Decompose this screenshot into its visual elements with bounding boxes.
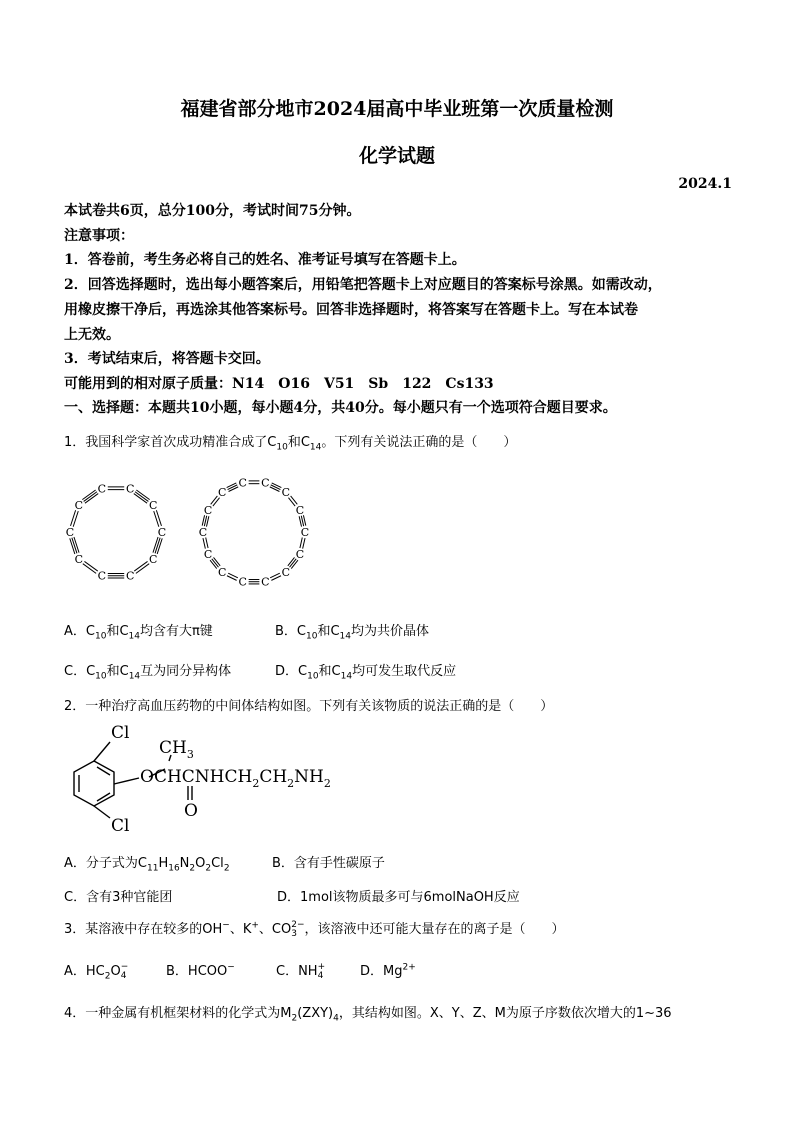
bond-line (136, 490, 149, 500)
bond-line (155, 538, 160, 554)
carbon-atom-label: C (261, 575, 270, 589)
side-chain: $OCHCNHCH_2CH_2NH_2$ (140, 767, 331, 790)
bond-line (72, 538, 77, 554)
question-3-option-d[interactable]: D．$Mg^{2+}$ (360, 962, 416, 979)
carbon-atom-label: C (65, 526, 75, 539)
carbon-atom-label: C (149, 498, 158, 512)
question-3-option-a[interactable]: A．$HC_2O$ − 4 (64, 961, 129, 982)
carbon-atom-label: C (203, 503, 213, 517)
c10-ring (66, 482, 166, 582)
question-2-stem: 2．一种治疗高血压药物的中间体结构如图。下列有关该物质的说法正确的是（ ） (64, 699, 554, 714)
molecule-structure (62, 720, 352, 835)
carbon-atom-label: C (157, 526, 167, 539)
carbon-atom-label: C (281, 486, 291, 500)
bond-line (135, 492, 148, 502)
carbon-atom-label: C (281, 565, 291, 579)
c14-ring (199, 476, 309, 588)
bond-line (203, 538, 205, 548)
bond-line (74, 537, 79, 553)
question-1-option-d[interactable]: D．$C_{10}$和$C_{14}$均可发生取代反应 (275, 664, 457, 682)
exam-date: 2024.1 (678, 176, 732, 192)
bond-line (84, 492, 97, 502)
carbon-atom-label: C (217, 486, 227, 500)
carbonyl-oxygen: O (184, 801, 198, 821)
carbon-atom-label: C (97, 482, 106, 496)
question-3-option-b[interactable]: B．HCOO− (166, 962, 235, 979)
bond-line (204, 516, 206, 526)
bond-line (134, 494, 147, 504)
carbon-atom-label: C (238, 575, 247, 589)
carbon-atom-label: C (217, 565, 227, 579)
question-3-stem: 3．某溶液中存在较多的OH−、K+、CO 2− 3 ，该溶液中还可能大量存在的离子是（ ） (64, 919, 565, 939)
bond-line (206, 538, 208, 548)
bond-line (154, 511, 159, 527)
carbon-atom-label: C (126, 482, 135, 496)
question-1-option-c[interactable]: C．$C_{10}$和$C_{14}$互为同分异构体 (64, 664, 232, 682)
atomic-masses: 可能用到的相对原子质量：N14 O16 V51 Sb 122 Cs133 (64, 376, 494, 392)
bond-line (270, 487, 280, 492)
carbon-atom-label: C (74, 498, 83, 512)
bond-line (156, 510, 161, 526)
bond-line (153, 537, 158, 553)
carbon-atom-label: C (261, 476, 270, 490)
notice-title: 注意事项： (64, 228, 134, 244)
question-3-option-c[interactable]: C．NH + 4 (276, 961, 326, 981)
carbon-atom-label: C (238, 476, 247, 490)
question-2-option-a[interactable]: A．分子式为$C_{11}H_{16}N_2O_2Cl_2$ (64, 856, 230, 874)
bond-line (157, 538, 162, 554)
carbon-atom-label: C (295, 548, 305, 562)
bond-line (271, 485, 281, 490)
carbon-atom-label: C (300, 526, 310, 539)
carbon-atom-label: C (74, 553, 83, 567)
notice-item-2: 2．回答选择题时，选出每小题答案后，用铅笔把答题卡上对应题目的答案标号涂黑。如需改动， (64, 277, 662, 293)
question-2-option-d[interactable]: D．1mol该物质最多可与6molNaOH反应 (277, 890, 520, 905)
methyl-group: $CH_3$ (159, 738, 194, 761)
page-title: 福建省部分地市2024届高中毕业班第一次质量检测 (180, 98, 614, 120)
notice-item-3: 3．考试结束后，将答题卡交回。 (64, 351, 270, 367)
question-1-stem: 1．我国科学家首次成功精准合成了$C_{10}$和$C_{14}$。下列有关说法正确的是（ ） (64, 435, 517, 453)
bond-line (272, 483, 282, 488)
question-1-option-a[interactable]: A．$C_{10}$和$C_{14}$均含有大π键 (64, 624, 213, 642)
bond-line (73, 511, 78, 527)
question-4-stem: 4．一种金属有机框架材料的化学式为$M_2(ZXY)_4$，其结构如图。X、Y、Z、M为原子序数依次增大的1~36 (64, 1006, 672, 1024)
bond-line (71, 510, 76, 526)
question-2-option-c[interactable]: C．含有3种官能团 (64, 890, 173, 905)
carbon-ring-figure (62, 472, 322, 592)
carbon-atom-label: C (97, 569, 106, 583)
bond-line (228, 485, 238, 490)
page-subtitle: 化学试题 (358, 145, 435, 167)
notice-item-2-end: 上无效。 (64, 327, 120, 343)
chlorine-top: Cl (111, 723, 130, 743)
question-2-option-b[interactable]: B．含有手性碳原子 (272, 856, 385, 871)
notice-item-1: 1．答卷前，考生务必将自己的姓名、准考证号填写在答题卡上。 (64, 252, 466, 268)
section-heading: 一、选择题：本题共10小题，每小题4分，共40分。每小题只有一个选项符合题目要求。 (64, 400, 617, 416)
carbon-atom-label: C (149, 553, 158, 567)
bond-line (300, 538, 302, 548)
bond-line (229, 487, 239, 492)
question-1-option-b[interactable]: B．$C_{10}$和$C_{14}$均为共价晶体 (275, 624, 429, 642)
bond-line (301, 516, 303, 526)
bond-line (82, 490, 95, 500)
carbon-atom-label: C (198, 526, 208, 539)
bond-line (227, 483, 237, 488)
carbon-atom-label: C (295, 503, 305, 517)
chlorine-bottom: Cl (111, 816, 130, 835)
bond-line (85, 494, 98, 504)
exam-info: 本试卷共6页，总分100分，考试时间75分钟。 (64, 203, 361, 219)
carbon-atom-label: C (203, 548, 213, 562)
bond-line (303, 538, 305, 548)
bond-line (70, 538, 75, 554)
notice-item-2-cont: 用橡皮擦干净后，再选涂其他答案标号。回答非选择题时，将答案写在答题卡上。写在本试卷 (64, 302, 638, 318)
carbon-atom-label: C (126, 569, 135, 583)
